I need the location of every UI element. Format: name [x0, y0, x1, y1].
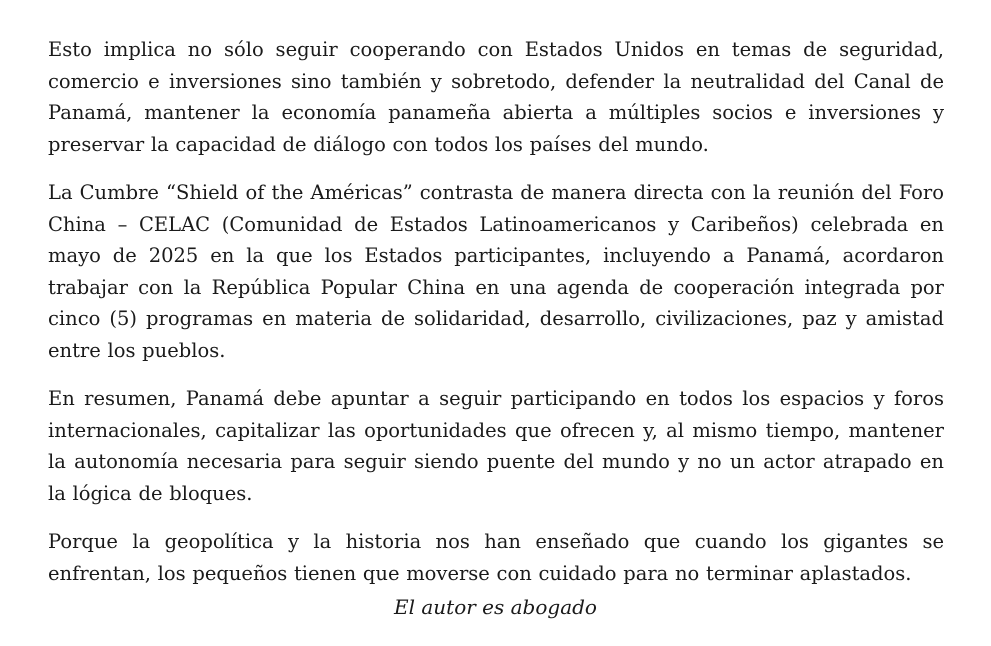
paragraph-conclusion: Porque la geopolítica y la historia nos han enseñado que cuando los gigantes se enfrentan, los pequeños tienen que moverse con cuidado para no terminar aplastados.: [48, 530, 944, 585]
paragraph-cooperation: Esto implica no sólo seguir cooperando con Estados Unidos en temas de seguridad, comercio e inversiones sino también y sobretodo, defender la neutralidad del Canal de Panamá, mantener la economía panameña abierta a múltiples socios e inversiones y preservar la capacidad de diálogo con todos los países del mundo.: [48, 38, 944, 156]
paragraph-shield-summit: La Cumbre “Shield of the Américas” contrasta de manera directa con la reunión del Foro China – CELAC (Comunidad de Estados Latinoamericanos y Caribeños) celebrada en mayo de 2025 en la que los Estados participantes, incluyendo a Panamá, acordaron trabajar con la República Popular China en una agenda de cooperación integrada por cinco (5) programas en materia de solidaridad, desarrollo, civilizaciones, paz y amistad entre los pueblos.: [48, 181, 944, 362]
article-body: [48, 34, 944, 606]
author-signature: El autor es abogado: [394, 595, 597, 619]
paragraph-summary: En resumen, Panamá debe apuntar a seguir participando en todos los espacios y foros internacionales, capitalizar las oportunidades que ofrecen y, al mismo tiempo, mantener la autonomía necesaria para seguir siendo puente del mundo y no un actor atrapado en la lógica de bloques.: [48, 387, 944, 505]
